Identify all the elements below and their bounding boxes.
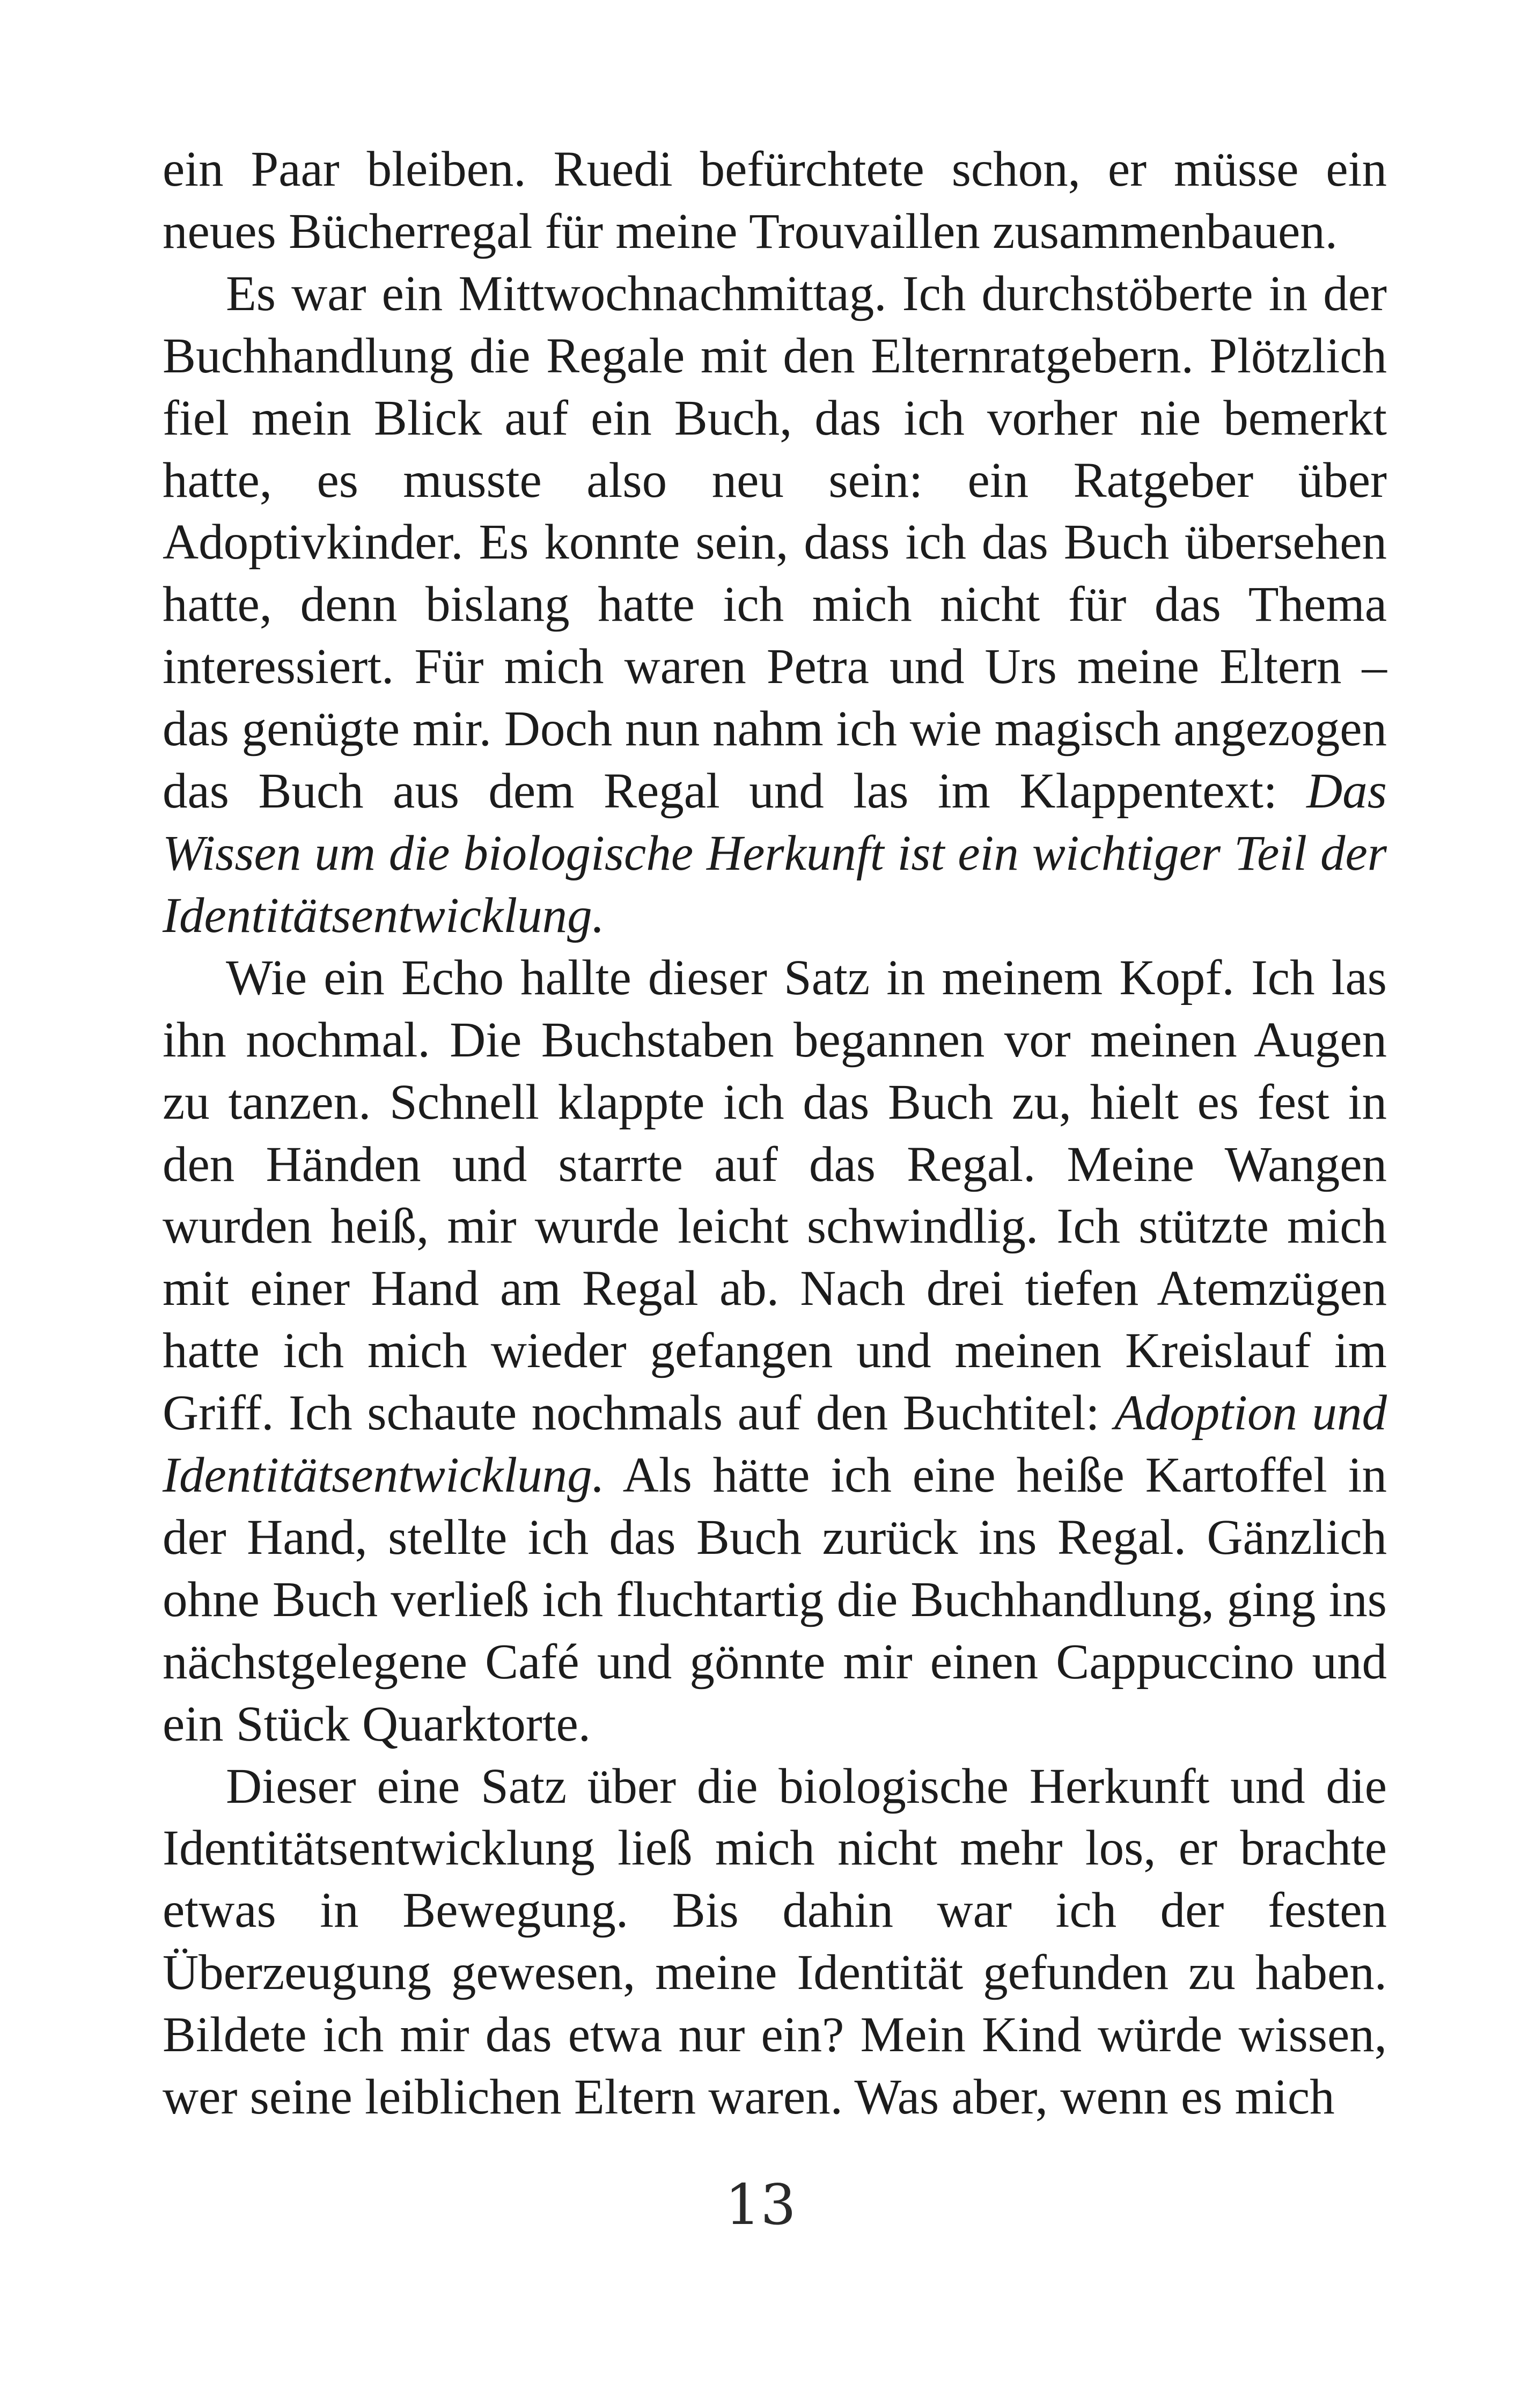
text-run: Als hätte ich eine heiße Kartoffel in der Hand, stellte ich das Buch zurück ins Regal. Gänzlich ohne Buch verließ ich fluchtartig die Buchhandlung, ging ins nächstgelegene Café und gönnte mir einen Cappuccino und ein Stück Quarktorte. [163, 1448, 1387, 1752]
text-run: Dieser eine Satz über die biologische Herkunft und die Identitätsentwicklung ließ mich nicht mehr los, er brachte etwas in Bewegung. Bis dahin war ich der festen Überzeugung gewesen, meine Identität gefunden zu haben. Bildete ich mir das etwa nur ein? Mein Kind würde wissen, wer seine leiblichen Eltern waren. Was aber, wenn es mich [163, 1758, 1387, 2125]
paragraph [163, 263, 1387, 947]
italic-quote: Das Wissen um die biologische Herkunft ist ein wichtiger Teil der Identitätsentwicklung. [163, 763, 1387, 943]
paragraph [163, 138, 1387, 263]
body-text [163, 138, 1387, 2128]
italic-book-title: Adoption und Identitätsentwicklung. [163, 1385, 1387, 1503]
text-run: Es war ein Mittwochnachmittag. Ich durchstöberte in der Buchhandlung die Regale mit den Elternratgebern. Plötzlich fiel mein Blick auf ein Buch, das ich vorher nie bemerkt hatte, es musste also neu sein: ein Ratgeber über Adoptivkinder. Es konnte sein, dass ich das Buch übersehen hatte, denn bislang hatte ich mich nicht für das Thema interessiert. Für mich waren Petra und Urs meine Eltern – das genügte mir. Doch nun nahm ich wie magisch angezogen das Buch aus dem Regal und las im Klappentext: [163, 266, 1387, 819]
page-number: 13 [725, 2172, 796, 2237]
paragraph [163, 947, 1387, 1756]
text-run: Wie ein Echo hallte dieser Satz in meinem Kopf. Ich las ihn nochmal. Die Buchstaben begannen vor meinen Augen zu tanzen. Schnell klappte ich das Buch zu, hielt es fest in den Händen und starrte auf das Regal. Meine Wangen wurden heiß, mir wurde leicht schwindlig. Ich stützte mich mit einer Hand am Regal ab. Nach drei tiefen Atemzügen hatte ich mich wieder gefangen und meinen Kreislauf im Griff. Ich schaute nochmals auf den Buchtitel: [163, 950, 1387, 1441]
text-run: ein Paar bleiben. Ruedi befürchtete schon, er müsse ein neues Bücherregal für meine Trouvaillen zusammenbauen. [163, 142, 1387, 259]
paragraph [163, 1756, 1387, 2128]
